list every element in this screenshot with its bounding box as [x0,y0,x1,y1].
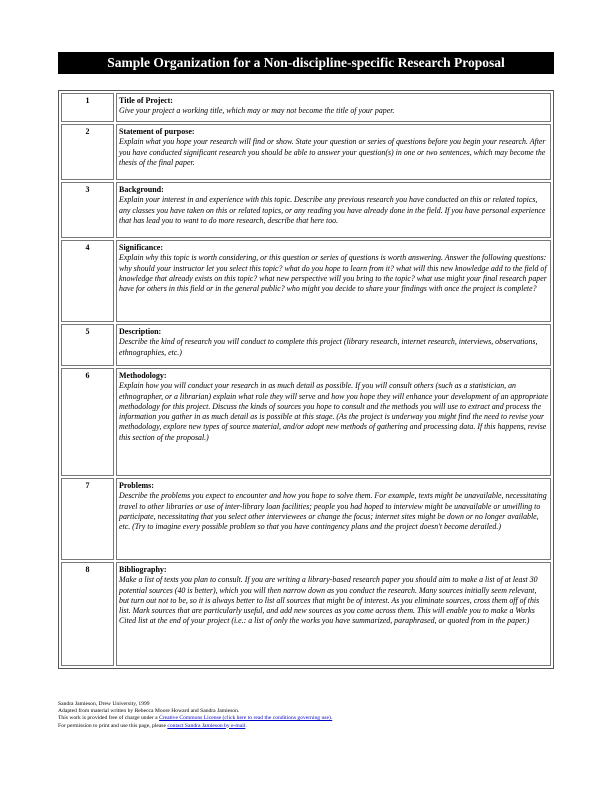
footer-adapted: Adapted from material written by Rebecca Moore Howard and Sandra Jamieson. [58,708,240,715]
section-heading: Bibliography: [119,565,167,574]
section-content [116,182,551,238]
section-content [116,240,551,322]
table-row [61,368,551,476]
section-number: 7 [61,478,114,560]
proposal-table [58,90,554,669]
section-description: Make a list of texts you plan to consult. If you are writing a library-based research paper you should aim to make a list of at least 30 potential sources (40 is better), which you will then narrow down as you conduct the research. Many sources initially seem relevant, but turn out not to be, so it is always better to list all sources that might be of interest. As you eliminate sources, cross them off of this list. Mark sources that are particularly useful, and add new sources as you come across them. This will enable you to make a Works Cited list at the end of your project (i.e.: a list of only the works you have summarized, paraphrased, or quoted from in the paper.) [119,575,540,626]
contact-email-link[interactable]: contact Sandra Jamieson by e-mail [167,722,246,729]
section-heading: Title of Project: [119,96,173,105]
creative-commons-link[interactable]: Creative Commons License (click here to read the conditions governing use). [159,715,333,722]
section-number: 4 [61,240,114,322]
section-number: 1 [61,93,114,122]
table-row [61,93,551,122]
table-row [61,240,551,322]
table-row [61,124,551,180]
section-heading: Significance: [119,243,163,252]
footer-permission-text: For permission to print and use this page, please [58,722,168,729]
section-content [116,324,551,366]
section-description: Describe the kind of research you will conduct to complete this project (library research, internet research, interviews, observations, ethnographies, etc.) [119,337,538,357]
section-heading: Methodology: [119,371,167,380]
footer-permission [58,723,332,730]
footer [58,701,332,730]
section-number: 8 [61,562,114,666]
section-heading: Background: [119,185,164,194]
table-row [61,182,551,238]
section-content [116,124,551,180]
section-heading: Statement of purpose: [119,127,195,136]
section-number: 6 [61,368,114,476]
section-heading: Description: [119,327,162,336]
section-heading: Problems: [119,481,154,490]
section-description: Explain what you hope your research will find or show. State your question or series of questions before you begin your research. After you have conducted significant research you should be able to answer your question(s) in one or two sentences, which may become the thesis of the final paper. [119,137,546,167]
footer-license-text: This work is provided free of charge under a [58,715,160,722]
section-content [116,478,551,560]
footer-permission-end: . [245,722,247,729]
section-content [116,93,551,122]
section-description: Describe the problems you expect to encounter and how you hope to solve them. For example, texts might be unavailable, necessitating travel to other libraries or use of inter-library loan facilities; people you had hoped to interview might be unavailable or unwilling to participate, necessitating that you select other interviewees or change the focus; internet sites might be down or no longer available, etc. (Try to imagine every possible problem so that you have contingency plans and the project doesn't become derailed.) [119,491,547,532]
section-content [116,368,551,476]
section-number: 5 [61,324,114,366]
section-description: Explain why this topic is worth considering, or this question or series of questions is worth answering. Answer the following questions: why should your instructor let you select this topic? what do you hope to learn from it? what will this new knowledge add to the field of knowledge that already exists on this topic? what new perspective will you bring to the topic? what use might your final research paper have for others in this field or in the general public? who might you decide to share your findings with once the project is complete? [119,253,547,294]
footer-author: Sandra Jamieson, Drew University, 1999 [58,701,150,707]
section-content [116,562,551,666]
section-number: 2 [61,124,114,180]
document-title: Sample Organization for a Non-discipline-specific Research Proposal [58,52,554,74]
section-description: Explain how you will conduct your research in as much detail as possible. If you will consult others (such as a statistician, an ethnographer, or a librarian) explain what role they will serve and how you hope they will enhance your development of an appropriate methodology for this project. Discuss the kinds of sources you hope to consult and the methods you will use to extract and process the information you gather in as much detail as is possible at this stage. (As the project is underway you might find the need to revise your methodology, explore new types of source material, and/or adopt new methods of gathering and processing data. If this happens, revise this section of the proposal.) [119,381,548,442]
section-description: Give your project a working title, which may or may not become the title of your paper. [119,106,395,116]
table-row [61,324,551,366]
section-number: 3 [61,182,114,238]
section-description: Explain your interest in and experience with this topic. Describe any previous research you have conducted on this or related topics, any classes you have taken on this or related topics, or any reading you have already done in the field. If you have personal experience that has lead you to want to do more research, describe that here too. [119,195,546,225]
footer-license [58,715,332,722]
table-row [61,478,551,560]
table-row [61,562,551,666]
